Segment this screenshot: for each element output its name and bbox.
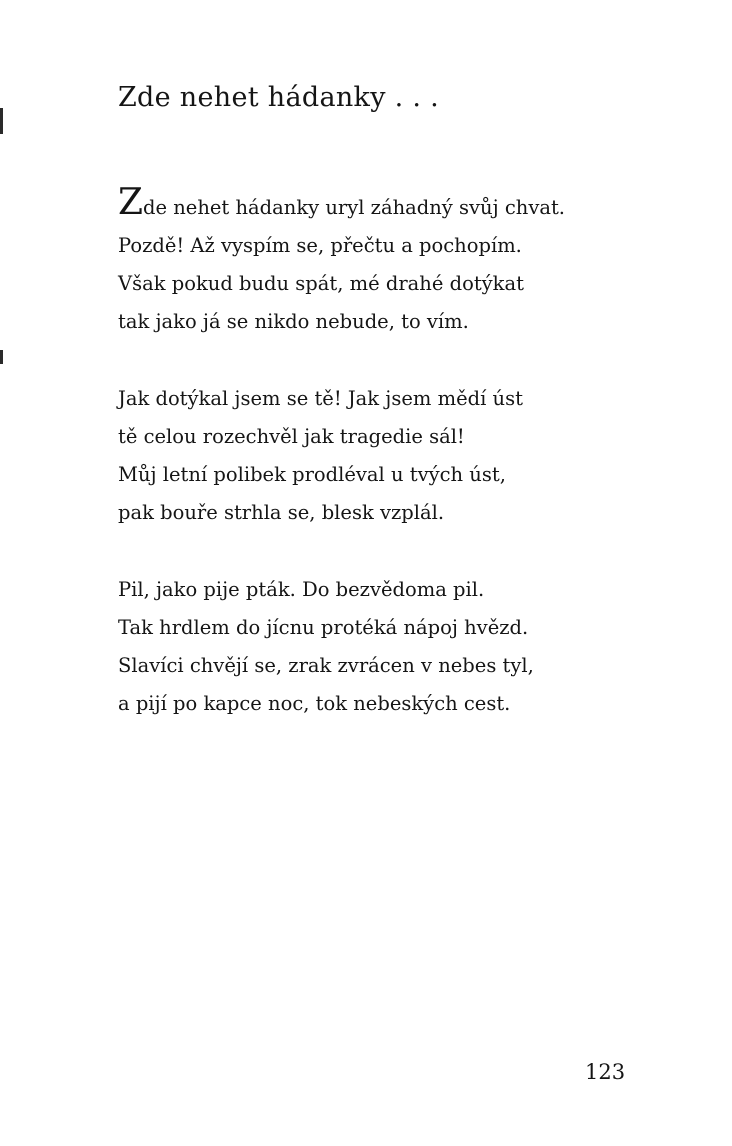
- poem-line: Můj letní polibek prodléval u tvých úst,: [118, 463, 506, 486]
- poem-line: tak jako já se nikdo nebude, to vím.: [118, 310, 469, 333]
- stanza-1: [118, 182, 678, 341]
- poem-line: Jak dotýkal jsem se tě! Jak jsem mědí úst: [118, 387, 523, 410]
- stanza-3: [118, 571, 678, 723]
- poem-line-first: [118, 182, 678, 227]
- poem-line: Pozdě! Až vyspím se, přečtu a pochopím.: [118, 234, 522, 257]
- stanza-2: [118, 380, 678, 532]
- poem-line: Tak hrdlem do jícnu protéká nápoj hvězd.: [118, 616, 529, 639]
- poem-title: Zde nehet hádanky . . .: [118, 82, 440, 113]
- scan-edge-mark: [0, 350, 3, 364]
- poem-line-first-rest: de nehet hádanky uryl záhadný svůj chvat.: [143, 196, 566, 219]
- scan-edge-mark: [0, 108, 3, 134]
- poem-line: Však pokud budu spát, mé drahé dotýkat: [118, 272, 524, 295]
- page-number: 123: [585, 1060, 626, 1084]
- drop-cap: Z: [118, 182, 144, 223]
- poem-body: [118, 182, 678, 762]
- poem-line: Pil, jako pije pták. Do bezvědoma pil.: [118, 578, 485, 601]
- poem-line: a pijí po kapce noc, tok nebeských cest.: [118, 692, 511, 715]
- poem-line: Slavíci chvějí se, zrak zvrácen v nebes tyl,: [118, 654, 534, 677]
- poem-line: tě celou rozechvěl jak tragedie sál!: [118, 425, 465, 448]
- poem-line: pak bouře strhla se, blesk vzplál.: [118, 501, 445, 524]
